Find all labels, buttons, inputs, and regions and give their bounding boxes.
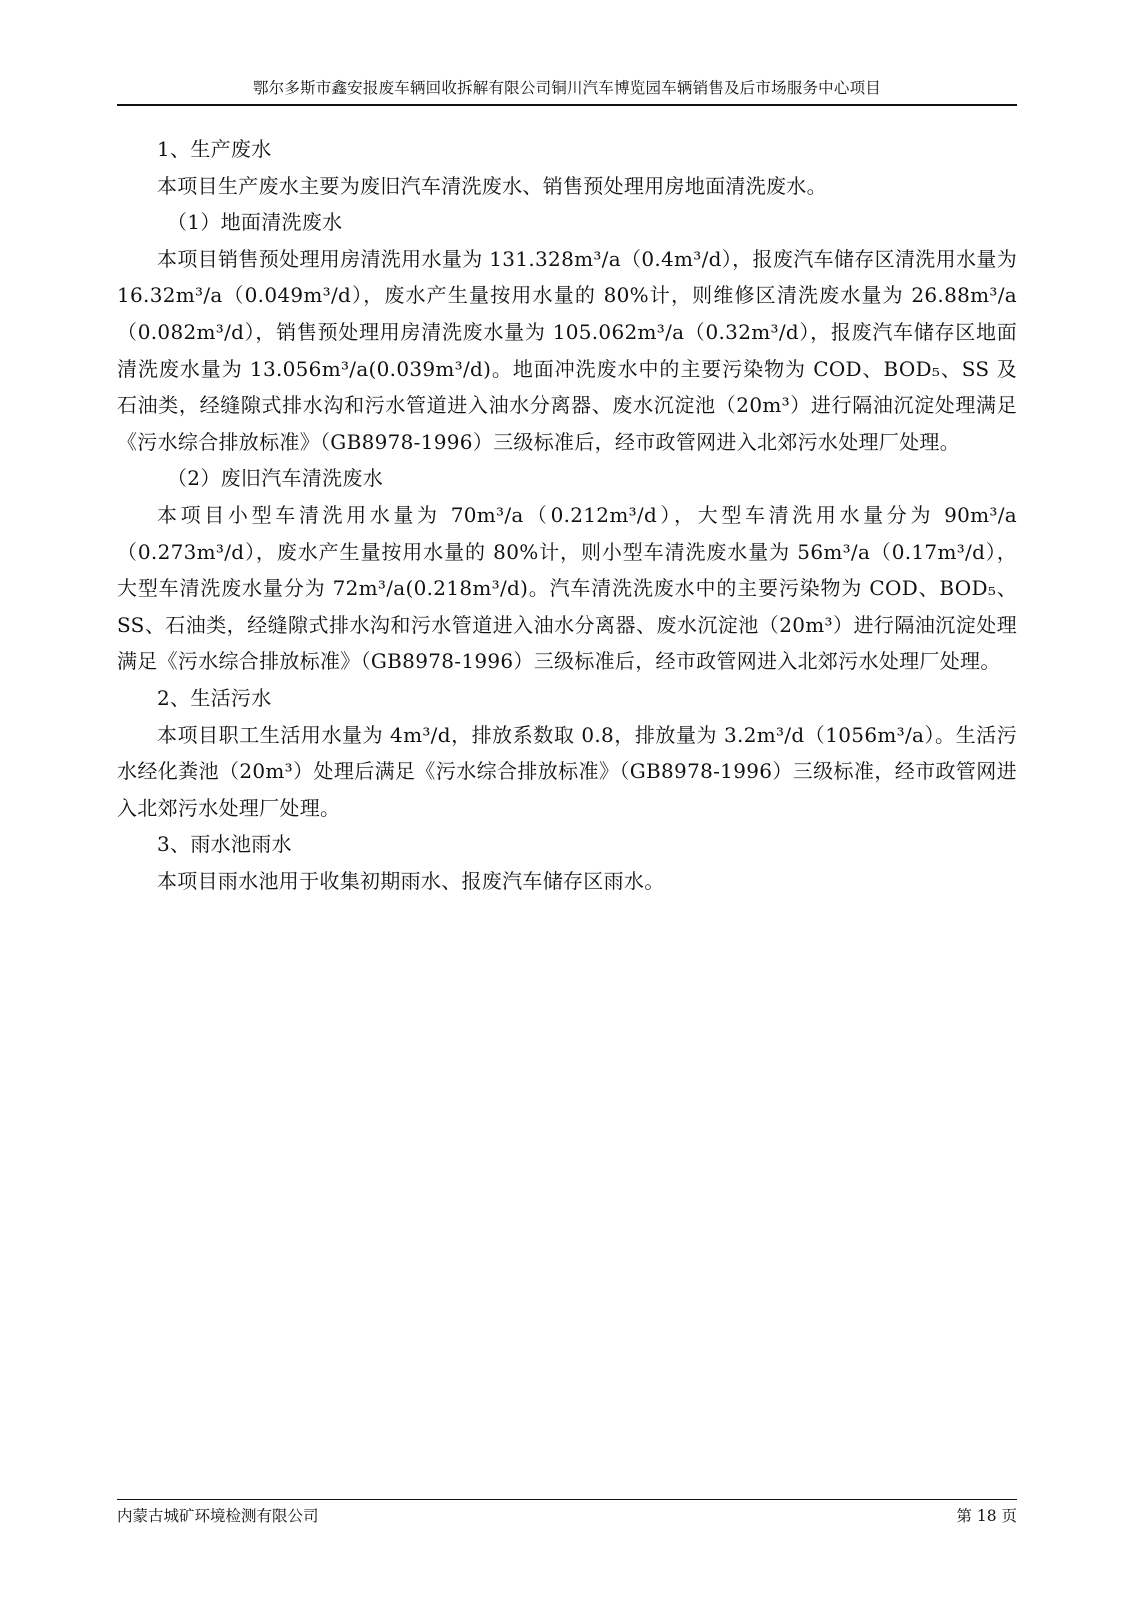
footer-divider [117,1499,1017,1500]
paragraph-vehicle-cleaning: 本项目小型车清洗用水量为 70m³/a（0.212m³/d），大型车清洗用水量分为 90m³/a（0.273m³/d），废水产生量按用水量的 80%计，则小型车清洗废水量为 56m³/a（0.17m³/d），大型车清洗废水量分为 72m³/a(0.218m³/d)。汽车清洗洗废水中的主要污染物为 COD、BOD₅、SS、石油类，经缝隙式排水沟和污水管道进入油水分离器、废水沉淀池（20m³）进行隔油沉淀处理满足《污水综合排放标准》（GB8978-1996）三级标准后，经市政管网进入北郊污水处理厂处理。 [117,502,1017,674]
section-heading-domestic-sewage: 2、生活污水 [157,685,272,710]
page-header-title: 鄂尔多斯市鑫安报废车辆回收拆解有限公司铜川汽车博览园车辆销售及后市场服务中心项目 [252,79,881,97]
footer-company: 内蒙古城矿环境检测有限公司 [117,1507,319,1525]
section-heading-rainwater: 3、雨水池雨水 [157,832,292,857]
subsection-heading-floor-cleaning: （1）地面清洗废水 [167,210,343,235]
footer-page-number: 第 18 页 [956,1507,1017,1525]
header-divider [117,104,1017,106]
subsection-heading-vehicle-cleaning: （2）废旧汽车清洗废水 [167,466,384,491]
section-heading-production-wastewater: 1、生产废水 [157,137,272,161]
paragraph-domestic-sewage: 本项目职工生活用水量为 4m³/d，排放系数取 0.8，排放量为 3.2m³/d（1056m³/a）。生活污水经化粪池（20m³）处理后满足《污水综合排放标准》（GB8978-1996）三级标准，经市政管网进入北郊污水处理厂处理。 [117,722,1017,820]
document-body [117,131,1017,899]
paragraph-production-wastewater-intro: 本项目生产废水主要为废旧汽车清洗废水、销售预处理用房地面清洗废水。 [157,173,827,198]
paragraph-floor-cleaning: 本项目销售预处理用房清洗用水量为 131.328m³/a（0.4m³/d），报废汽车储存区清洗用水量为 16.32m³/a（0.049m³/d），废水产生量按用水量的 80%计，则维修区清洗废水量为 26.88m³/a（0.082m³/d），销售预处理用房清洗废水量为 105.062m³/a（0.32m³/d），报废汽车储存区地面清洗废水量为 13.056m³/a(0.039m³/d)。地面冲洗废水中的主要污染物为 COD、BOD₅、SS 及石油类，经缝隙式排水沟和污水管道进入油水分离器、废水沉淀池（20m³）进行隔油沉淀处理满足《污水综合排放标准》（GB8978-1996）三级标准后，经市政管网进入北郊污水处理厂处理。 [117,246,1017,454]
paragraph-rainwater: 本项目雨水池用于收集初期雨水、报废汽车储存区雨水。 [157,868,665,893]
